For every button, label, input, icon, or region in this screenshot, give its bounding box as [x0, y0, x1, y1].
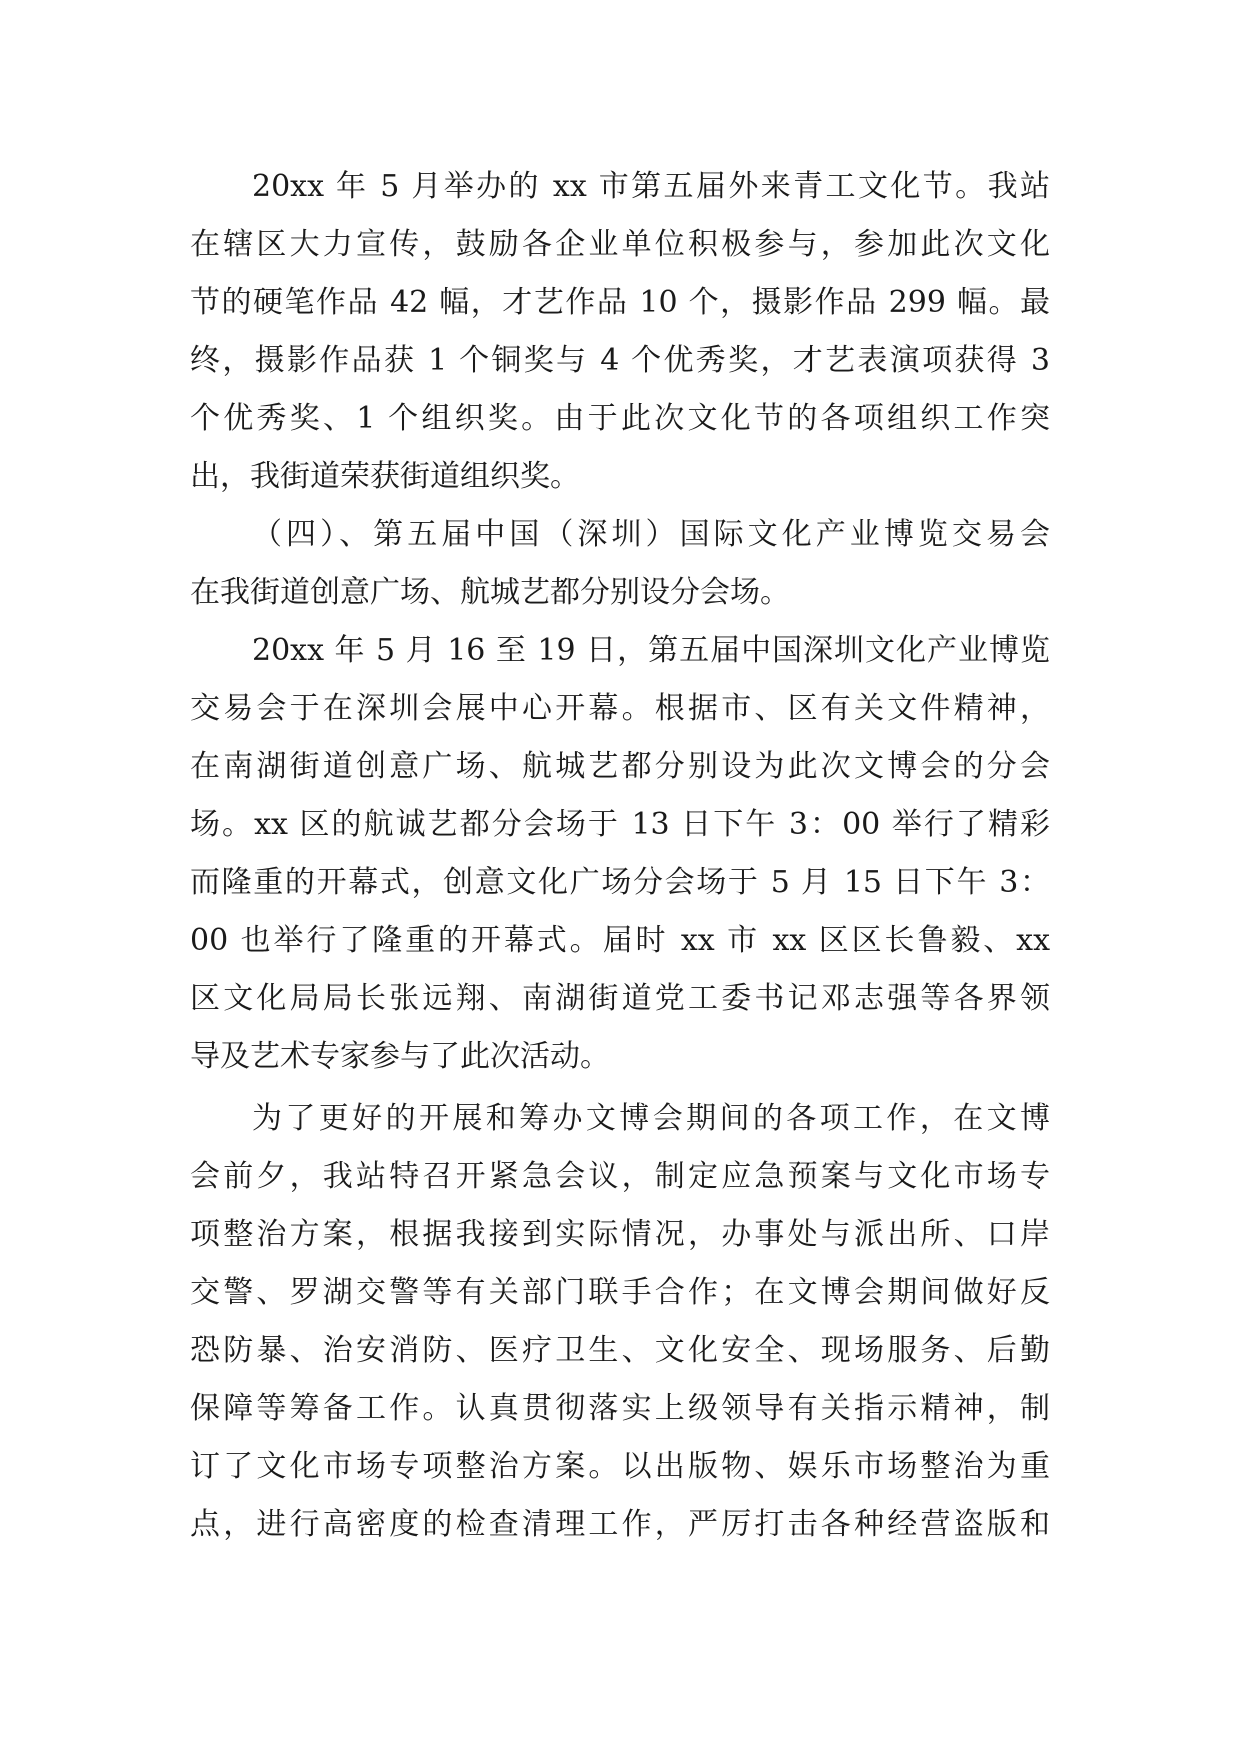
text-line: 保障等筹备工作。认真贯彻落实上级领导有关指示精神，制 — [190, 1391, 1050, 1426]
text-line: 恐防暴、治安消防、医疗卫生、文化安全、现场服务、后勤 — [190, 1333, 1050, 1368]
text-line: 终，摄影作品获 1 个铜奖与 4 个优秀奖，才艺表演项获得 3 — [190, 343, 1050, 378]
text-line: 节的硬笔作品 42 幅，才艺作品 10 个，摄影作品 299 幅。最 — [190, 285, 1050, 320]
text-line: 而隆重的开幕式，创意文化广场分会场于 5 月 15 日下午 3： — [190, 865, 1050, 900]
text-line: 为了更好的开展和筹办文博会期间的各项工作，在文博 — [252, 1101, 1050, 1136]
text-line: 20xx 年 5 月 16 至 19 日，第五届中国深圳文化产业博览 — [252, 633, 1050, 668]
text-line: 00 也举行了隆重的开幕式。届时 xx 市 xx 区区长鲁毅、xx — [190, 923, 1050, 958]
text-line: 导及艺术专家参与了此次活动。 — [190, 1039, 610, 1074]
text-line: 20xx 年 5 月举办的 xx 市第五届外来青工文化节。我站 — [252, 169, 1050, 204]
text-line: 订了文化市场专项整治方案。以出版物、娱乐市场整治为重 — [190, 1449, 1050, 1484]
paragraph-4 — [190, 1090, 1050, 1554]
text-line: 在辖区大力宣传，鼓励各企业单位积极参与，参加此次文化 — [190, 227, 1050, 262]
text-line: 点，进行高密度的检查清理工作，严厉打击各种经营盗版和 — [190, 1507, 1050, 1542]
text-line: 项整治方案，根据我接到实际情况，办事处与派出所、口岸 — [190, 1217, 1050, 1252]
text-line: 在南湖街道创意广场、航城艺都分别设为此次文博会的分会 — [190, 749, 1050, 784]
text-line: 在我街道创意广场、航城艺都分别设分会场。 — [190, 575, 790, 610]
paragraph-2 — [190, 506, 1050, 622]
text-line: （四）、第五届中国（深圳）国际文化产业博览交易会 — [252, 517, 1050, 552]
text-line: 交警、罗湖交警等有关部门联手合作；在文博会期间做好反 — [190, 1275, 1050, 1310]
text-line: 个优秀奖、1 个组织奖。由于此次文化节的各项组织工作突 — [190, 401, 1050, 436]
paragraph-1 — [190, 158, 1050, 506]
text-line: 会前夕，我站特召开紧急会议，制定应急预案与文化市场专 — [190, 1159, 1050, 1194]
text-line: 交易会于在深圳会展中心开幕。根据市、区有关文件精神， — [190, 691, 1050, 726]
text-line: 场。xx 区的航诚艺都分会场于 13 日下午 3：00 举行了精彩 — [190, 807, 1050, 842]
paragraph-3 — [190, 622, 1050, 1086]
text-line: 出，我街道荣获街道组织奖。 — [190, 459, 580, 494]
document-body — [190, 158, 1050, 1554]
text-line: 区文化局局长张远翔、南湖街道党工委书记邓志强等各界领 — [190, 981, 1050, 1016]
